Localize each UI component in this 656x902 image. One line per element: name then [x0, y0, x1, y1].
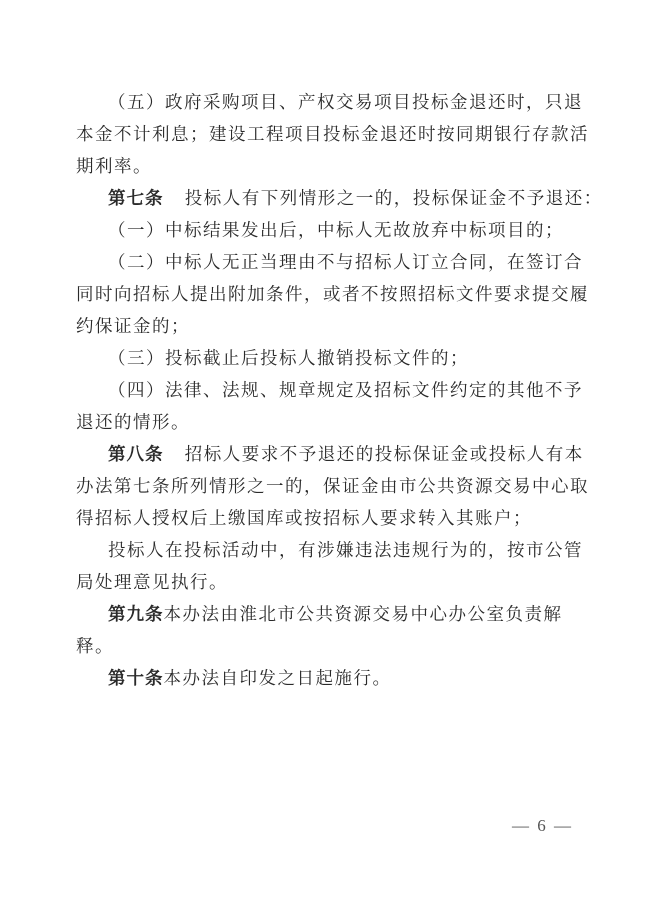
article-7-line: 第七条 投标人有下列情形之一的，投标保证金不予退还： [108, 189, 603, 209]
text-line: 得招标人授权后上缴国库或按招标人要求转入其账户； [76, 509, 532, 529]
text-line: 同时向招标人提出附加条件，或者不按照招标文件要求提交履 [76, 285, 589, 305]
article-7-heading: 第七条 [108, 189, 164, 209]
text-line: 投标人在投标活动中，有涉嫌违法违规行为的，按市公管 [108, 541, 583, 561]
article-9-line: 第九条本办法由淮北市公共资源交易中心办公室负责解 [108, 605, 563, 625]
article-10-line: 第十条本办法自印发之日起施行。 [108, 669, 392, 689]
text-line: （五）政府采购项目、产权交易项目投标金退还时，只退 [108, 93, 583, 113]
article-8-line: 第八条 招标人要求不予退还的投标保证金或投标人有本 [108, 445, 584, 465]
text-line: 办法第七条所列情形之一的，保证金由市公共资源交易中心取 [76, 477, 589, 497]
text-line: 本金不计利息；建设工程项目投标金退还时按同期银行存款活 [76, 125, 589, 145]
article-10-heading: 第十条 [108, 669, 164, 689]
text-line: 约保证金的； [76, 317, 190, 337]
page-number: — 6 — [512, 816, 573, 835]
text-line: 退还的情形。 [76, 413, 190, 433]
text-line: 期利率。 [76, 157, 152, 177]
text-line: （三）投标截止后投标人撤销投标文件的； [108, 349, 469, 369]
text-line: （二）中标人无正当理由不与招标人订立合同，在签订合 [108, 253, 583, 273]
article-9-heading: 第九条 [108, 605, 164, 625]
article-8-heading: 第八条 [108, 445, 164, 465]
text-line: 释。 [76, 637, 114, 657]
text-line: 局处理意见执行。 [76, 573, 228, 593]
text-line: （四）法律、法规、规章规定及招标文件约定的其他不予 [108, 381, 583, 401]
text-line: （一）中标结果发出后，中标人无故放弃中标项目的； [108, 221, 564, 241]
